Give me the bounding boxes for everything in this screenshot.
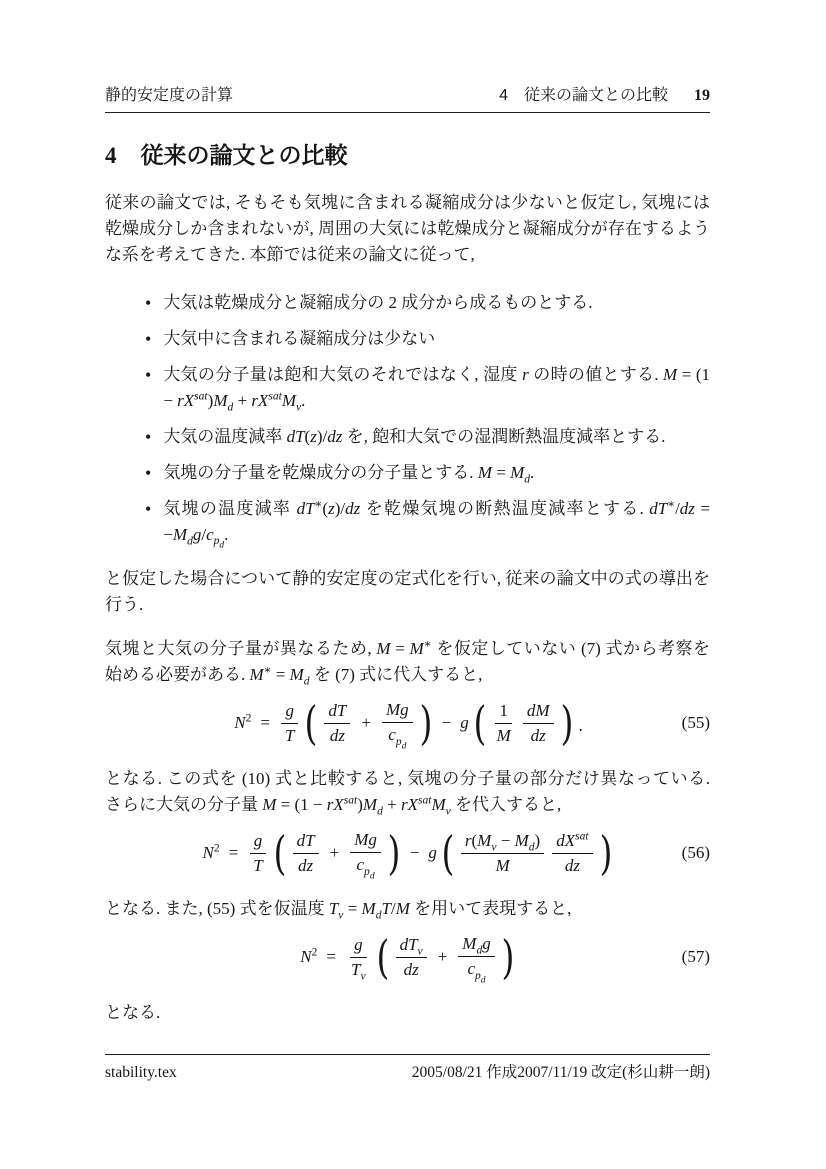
running-head-section-ref: 4 従来の論文との比較 <box>499 87 668 104</box>
fraction <box>281 701 298 746</box>
math-lhs: $N^2$ <box>202 841 220 862</box>
fraction-numerator: dM <box>523 701 554 724</box>
fraction <box>293 831 319 876</box>
fraction-denominator: dz <box>403 959 419 979</box>
text-block <box>105 0 710 1026</box>
running-head-doc-title: 静的安定度の計算 <box>105 87 234 104</box>
page-footer <box>105 1054 710 1083</box>
fraction-numerator: 1 <box>495 701 512 724</box>
fraction-denominator: $c_{p_d}$ <box>356 855 375 881</box>
equation-55: $N^2$ = $\frac{g}{T}$ ( $\frac{dT}{dz}$ + $\frac{Mg}{c_{p_d}}$ ) − g ( $\frac{1}{M}$ $\frac{dM}{dz}$ ) . (55) <box>234 696 710 751</box>
running-head <box>105 86 710 113</box>
paragraph-before-eq55: 気塊と大気の分子量が異なるため, M = M∗ を仮定していない (7) 式から考察を始める必要がある. $M^∗ = M_d$ を (7) 式に代入すると, <box>105 637 711 688</box>
plus-sign: + <box>437 947 448 966</box>
bullet-icon: • <box>145 499 152 519</box>
fraction-numerator: $dX^{sat}$ <box>552 831 592 854</box>
fraction-denominator: $c_{p_d}$ <box>467 959 486 985</box>
section-heading <box>105 139 710 172</box>
list-item <box>145 424 710 450</box>
fraction-denominator: dz <box>298 855 314 875</box>
section-title: 従来の論文との比較 <box>140 142 348 168</box>
list-item-text: 大気の温度減率 dT(z)/dz を, 飽和大気での湿潤断熱温度減率とする. <box>163 427 666 446</box>
fraction-numerator: dT <box>324 701 350 724</box>
list-item-text: 大気中に含まれる凝縮成分は少ない <box>163 329 436 348</box>
bullet-icon: • <box>145 365 152 385</box>
fraction <box>249 831 266 876</box>
list-item-text: 大気は乾燥成分と凝縮成分の 2 成分から成るものとする. <box>163 293 593 312</box>
list-item <box>145 326 710 352</box>
list-item <box>145 290 710 316</box>
minus-sign: − <box>441 713 452 732</box>
running-head-right <box>499 86 710 106</box>
fraction-denominator: dz <box>564 855 580 875</box>
paragraph-closing: となる. <box>105 1003 161 1022</box>
fraction <box>461 831 544 876</box>
fraction <box>347 935 370 980</box>
paragraph-after-list: と仮定した場合について静的安定度の定式化を行い, 従来の論文中の式の導出を行う. <box>105 569 710 614</box>
fraction-denominator: T <box>285 725 295 745</box>
fraction <box>350 830 381 881</box>
equation-57: $N^2$ = $\frac{g}{T_v}$ ( $\frac{dT_v}{dz}$ + $\frac{M_dg}{c_{p_d}}$ ) (57) <box>300 930 710 985</box>
equals-sign: = <box>260 713 270 732</box>
fraction <box>396 935 427 980</box>
assumption-list <box>105 290 711 551</box>
math-token-g: g <box>428 843 437 862</box>
list-item-text: 気塊の温度減率 dT∗(z)/dz を乾燥気塊の断熱温度減率とする. $dT^∗/dz = -M_dg/c_{p_d}$. <box>163 497 711 551</box>
minus-sign: − <box>409 843 420 862</box>
equation-56: $N^2$ = $\frac{g}{T}$ ( $\frac{dT}{dz}$ + $\frac{Mg}{c_{p_d}}$ ) − g ( $\frac{r(M_v - M_d)}{M}$ $\frac{dX^{sat}}{dz}$ ) (56) <box>202 826 710 881</box>
list-item <box>145 496 711 551</box>
fraction-denominator: dz <box>329 725 345 745</box>
equation-number-57: (57) <box>681 947 710 966</box>
list-item <box>145 460 710 486</box>
fraction <box>552 828 592 876</box>
equals-sign: = <box>326 947 337 966</box>
bullet-icon: • <box>145 427 152 447</box>
equals-sign: = <box>228 843 239 862</box>
footer-filename: stability.tex <box>105 1064 177 1081</box>
section-number: 4 <box>105 143 117 168</box>
fraction-numerator: Mg <box>382 700 413 723</box>
fraction-numerator: dT <box>293 831 319 854</box>
fraction-denominator: T <box>253 855 263 875</box>
fraction-numerator: $dT_v$ <box>396 935 427 958</box>
math-lhs: $N^2$ <box>234 711 252 732</box>
fraction-denominator: M <box>495 855 510 875</box>
bullet-icon: • <box>145 329 152 349</box>
footer-revision-date: 2005/08/21 作成2007/11/19 改定(杉山耕一朗) <box>411 1064 710 1081</box>
period: . <box>578 716 583 735</box>
paragraph-before-eq57: となる. また, (55) 式を仮温度 $T_v = M_dT/M$ を用いて表現すると, <box>105 899 572 922</box>
plus-sign: + <box>329 843 340 862</box>
paragraph-intro: 従来の論文では, そもそも気塊に含まれる凝縮成分は少ないと仮定し, 気塊には乾燥成分しか含まれないが, 周囲の大気には乾燥成分と凝縮成分が存在するような系を考えてきた. 本節では従来の論文に従って, <box>105 193 710 264</box>
equation-number-55: (55) <box>681 713 710 732</box>
fraction-numerator: g <box>250 831 267 854</box>
fraction <box>458 934 494 985</box>
fraction-denominator: M <box>496 725 511 745</box>
fraction <box>382 700 413 751</box>
list-item-text: 大気の分子量は飽和大気のそれではなく, 湿度 r の時の値とする. $M = (1 - rX^{sat})M_d + rX^{sat}M_v$. <box>163 365 711 414</box>
fraction-numerator: g <box>281 701 298 724</box>
plus-sign: + <box>361 713 371 732</box>
fraction-denominator: $T_v$ <box>351 959 366 982</box>
paragraph-after-eq55: となる. この式を (10) 式と比較すると, 気塊の分子量の部分だけ異なっている. さらに大気の分子量 $M = (1 - rX^{sat})M_d + rX^{sat}M_v$ を代入すると, <box>105 769 710 818</box>
math-token-g: g <box>460 713 469 732</box>
fraction-numerator: $M_dg$ <box>458 934 494 957</box>
fraction <box>324 701 350 746</box>
fraction <box>523 701 554 746</box>
page-number: 19 <box>694 87 710 104</box>
fraction-denominator: dz <box>530 725 546 745</box>
fraction-numerator: $r(M_v - M_d)$ <box>461 831 544 854</box>
fraction-numerator: g <box>350 935 367 958</box>
equation-number-56: (56) <box>681 843 710 862</box>
bullet-icon: • <box>145 463 152 483</box>
list-item <box>145 362 710 414</box>
list-item-text: 気塊の分子量を乾燥成分の分子量とする. $M = M_d$. <box>163 463 535 486</box>
fraction <box>493 701 515 746</box>
fraction-numerator: Mg <box>350 830 381 853</box>
math-lhs: $N^2$ <box>300 945 318 966</box>
fraction-denominator: $c_{p_d}$ <box>388 725 407 751</box>
bullet-icon: • <box>145 293 152 313</box>
